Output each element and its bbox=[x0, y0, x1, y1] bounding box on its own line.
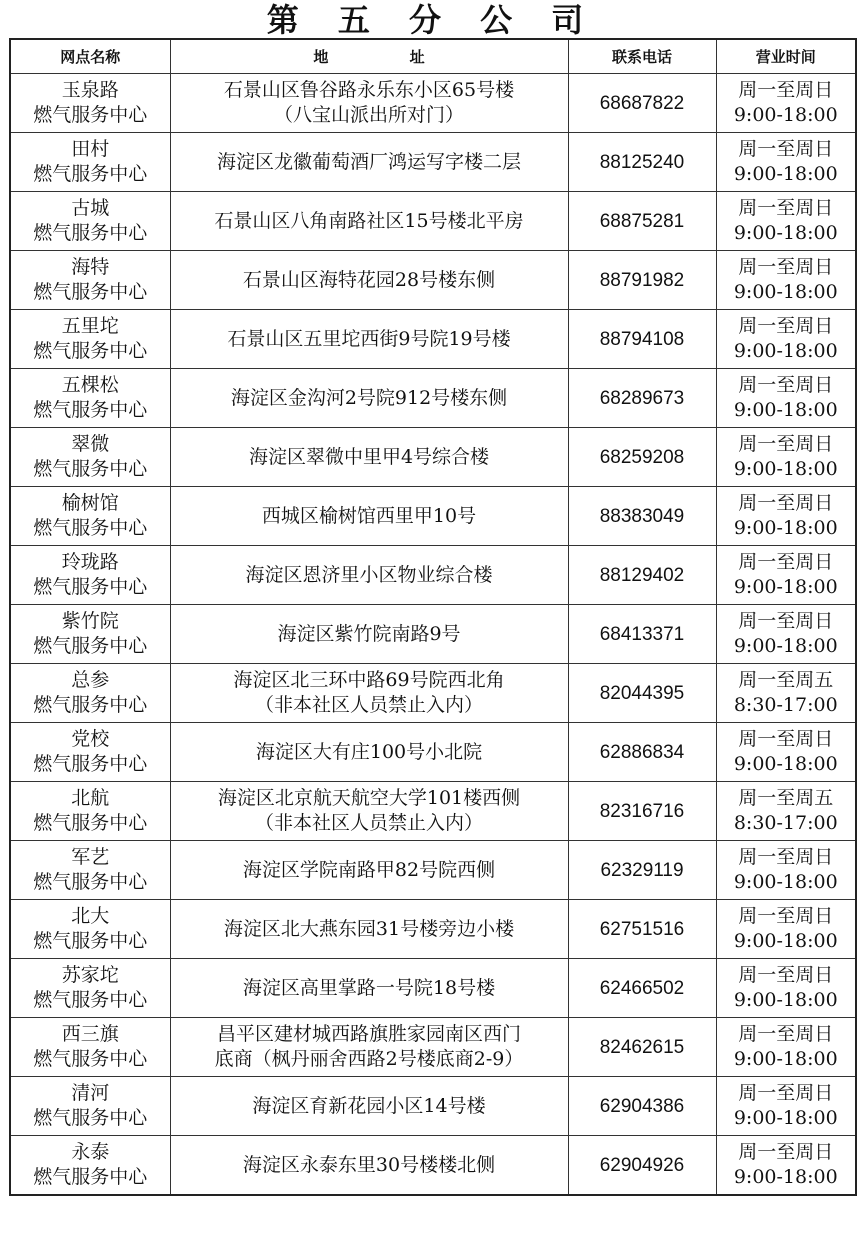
table-row bbox=[10, 428, 856, 487]
outlet-hours bbox=[716, 900, 856, 959]
table-row bbox=[10, 1136, 856, 1196]
outlet-address-line: 海淀区育新花园小区14号楼 bbox=[252, 1094, 486, 1117]
outlet-name-line: 燃气服务中心 bbox=[33, 989, 148, 1011]
outlet-address-line: 石景山区鲁谷路永乐东小区65号楼 bbox=[223, 79, 515, 101]
outlet-name bbox=[10, 664, 170, 723]
table-row bbox=[10, 487, 856, 546]
outlet-name-line: 翠微 bbox=[71, 433, 110, 455]
outlet-name-line: 清河 bbox=[71, 1082, 110, 1104]
outlet-name-line: 燃气服务中心 bbox=[33, 753, 148, 775]
outlet-hours-line: 9:00-18:00 bbox=[733, 930, 838, 952]
outlet-name-line: 燃气服务中心 bbox=[33, 458, 148, 480]
outlet-address bbox=[170, 74, 568, 133]
table-header-row bbox=[10, 39, 856, 74]
header-address: 地 址 bbox=[170, 39, 568, 74]
outlet-name-line: 燃气服务中心 bbox=[33, 281, 148, 303]
outlet-name-line: 五里坨 bbox=[61, 315, 119, 337]
outlet-name bbox=[10, 841, 170, 900]
outlet-address-line: 海淀区北三环中路69号院西北角 bbox=[233, 669, 505, 691]
outlet-hours bbox=[716, 1077, 856, 1136]
outlet-hours-line: 9:00-18:00 bbox=[733, 989, 838, 1011]
outlet-hours-line: 9:00-18:00 bbox=[733, 340, 838, 362]
outlet-hours-line: 周一至周五 bbox=[738, 787, 834, 809]
outlet-hours bbox=[716, 782, 856, 841]
outlet-name-line: 燃气服务中心 bbox=[33, 1048, 148, 1070]
outlet-hours bbox=[716, 251, 856, 310]
outlet-phone: 68259208 bbox=[568, 428, 716, 487]
outlet-address bbox=[170, 959, 568, 1018]
header-phone: 联系电话 bbox=[568, 39, 716, 74]
outlet-hours-line: 9:00-18:00 bbox=[733, 281, 838, 303]
table-row bbox=[10, 841, 856, 900]
outlet-address-line: 石景山区五里坨西街9号院19号楼 bbox=[227, 327, 511, 350]
outlet-hours bbox=[716, 723, 856, 782]
outlet-phone: 88794108 bbox=[568, 310, 716, 369]
outlet-name-line: 榆树馆 bbox=[61, 492, 119, 514]
outlet-address-line: 海淀区北京航天航空大学101楼西侧 bbox=[217, 787, 521, 809]
outlet-phone: 88129402 bbox=[568, 546, 716, 605]
outlet-name-line: 北大 bbox=[71, 905, 110, 927]
outlet-name bbox=[10, 251, 170, 310]
outlet-address bbox=[170, 192, 568, 251]
outlet-hours bbox=[716, 959, 856, 1018]
outlet-name-line: 军艺 bbox=[71, 846, 110, 868]
outlet-name-line: 燃气服务中心 bbox=[33, 930, 148, 952]
outlet-name-line: 苏家坨 bbox=[61, 964, 119, 986]
header-outlet-name: 网点名称 bbox=[10, 39, 170, 74]
outlet-phone: 62466502 bbox=[568, 959, 716, 1018]
outlet-hours-line: 周一至周日 bbox=[738, 846, 834, 868]
outlet-hours-line: 周一至周日 bbox=[738, 374, 834, 396]
outlet-name bbox=[10, 428, 170, 487]
outlet-phone: 82462615 bbox=[568, 1018, 716, 1077]
outlet-name-line: 燃气服务中心 bbox=[33, 517, 148, 539]
outlet-address-line: 石景山区八角南路社区15号楼北平房 bbox=[214, 209, 524, 232]
outlet-phone: 68687822 bbox=[568, 74, 716, 133]
outlet-phone: 62886834 bbox=[568, 723, 716, 782]
outlet-hours-line: 9:00-18:00 bbox=[733, 871, 838, 893]
page-title: 第 五 分 公 司 bbox=[266, 1, 598, 39]
outlet-hours bbox=[716, 1018, 856, 1077]
outlet-hours-line: 9:00-18:00 bbox=[733, 458, 838, 480]
outlet-name-line: 田村 bbox=[71, 138, 110, 160]
outlet-name-line: 燃气服务中心 bbox=[33, 399, 148, 421]
outlet-name-line: 燃气服务中心 bbox=[33, 104, 148, 126]
outlet-name-line: 燃气服务中心 bbox=[33, 635, 148, 657]
outlet-name bbox=[10, 605, 170, 664]
outlet-name-line: 燃气服务中心 bbox=[33, 222, 148, 244]
table-row bbox=[10, 664, 856, 723]
outlet-hours-line: 周一至周日 bbox=[738, 79, 834, 101]
outlet-hours-line: 周一至周日 bbox=[738, 1141, 834, 1163]
outlet-name bbox=[10, 900, 170, 959]
outlet-hours-line: 9:00-18:00 bbox=[733, 399, 838, 421]
outlet-address bbox=[170, 251, 568, 310]
outlet-name bbox=[10, 369, 170, 428]
outlet-address bbox=[170, 1136, 568, 1196]
table-row bbox=[10, 1077, 856, 1136]
outlet-address bbox=[170, 546, 568, 605]
outlet-name bbox=[10, 487, 170, 546]
outlet-hours-line: 9:00-18:00 bbox=[733, 222, 838, 244]
outlet-hours-line: 8:30-17:00 bbox=[733, 812, 838, 834]
outlet-name-line: 燃气服务中心 bbox=[33, 871, 148, 893]
outlet-hours-line: 周一至周日 bbox=[738, 138, 834, 160]
table-row bbox=[10, 782, 856, 841]
outlet-address bbox=[170, 1077, 568, 1136]
table-row bbox=[10, 310, 856, 369]
outlet-phone: 62904386 bbox=[568, 1077, 716, 1136]
outlet-address-line: 海淀区学院南路甲82号院西侧 bbox=[242, 858, 496, 881]
table-row bbox=[10, 251, 856, 310]
outlet-address bbox=[170, 428, 568, 487]
outlet-hours-line: 周一至周日 bbox=[738, 905, 834, 927]
outlet-name-line: 燃气服务中心 bbox=[33, 694, 148, 716]
outlet-name-line: 燃气服务中心 bbox=[33, 1166, 148, 1188]
outlet-name-line: 燃气服务中心 bbox=[33, 576, 148, 598]
outlet-address-line: （八宝山派出所对门） bbox=[273, 104, 464, 126]
table-row bbox=[10, 74, 856, 133]
outlet-name-line: 玉泉路 bbox=[61, 79, 119, 101]
table-row bbox=[10, 605, 856, 664]
outlet-phone: 68875281 bbox=[568, 192, 716, 251]
outlet-hours bbox=[716, 133, 856, 192]
outlet-address-line: 西城区榆树馆西里甲10号 bbox=[261, 504, 477, 527]
table-row bbox=[10, 369, 856, 428]
outlet-name bbox=[10, 782, 170, 841]
outlet-address-line: （非本社区人员禁止入内） bbox=[254, 812, 483, 834]
outlet-hours-line: 9:00-18:00 bbox=[733, 753, 838, 775]
outlet-phone: 62751516 bbox=[568, 900, 716, 959]
outlet-name-line: 海特 bbox=[71, 256, 110, 278]
outlet-hours-line: 8:30-17:00 bbox=[733, 694, 838, 716]
outlet-name bbox=[10, 1077, 170, 1136]
outlet-hours bbox=[716, 605, 856, 664]
outlet-address bbox=[170, 900, 568, 959]
outlet-hours-line: 周一至周日 bbox=[738, 433, 834, 455]
outlet-name-line: 紫竹院 bbox=[61, 610, 119, 632]
table-row bbox=[10, 900, 856, 959]
outlet-address bbox=[170, 723, 568, 782]
service-center-table bbox=[9, 38, 857, 1196]
outlet-hours bbox=[716, 546, 856, 605]
outlet-address bbox=[170, 664, 568, 723]
outlet-name-line: 总参 bbox=[71, 669, 110, 691]
outlet-name-line: 北航 bbox=[71, 787, 110, 809]
table-row bbox=[10, 959, 856, 1018]
outlet-hours-line: 9:00-18:00 bbox=[733, 576, 838, 598]
outlet-address-line: 海淀区金沟河2号院912号楼东侧 bbox=[230, 386, 508, 409]
outlet-phone: 68289673 bbox=[568, 369, 716, 428]
outlet-name-line: 玲珑路 bbox=[61, 551, 119, 573]
outlet-address-line: 底商（枫丹丽舍西路2号楼底商2-9） bbox=[214, 1048, 524, 1070]
outlet-name-line: 五棵松 bbox=[61, 374, 119, 396]
outlet-address-line: 海淀区大有庄100号小北院 bbox=[255, 740, 483, 763]
outlet-address-line: 海淀区龙徽葡萄酒厂鸿运写字楼二层 bbox=[216, 150, 521, 173]
outlet-address-line: 海淀区紫竹院南路9号 bbox=[277, 622, 461, 645]
outlet-hours-line: 周一至周日 bbox=[738, 315, 834, 337]
outlet-phone: 88791982 bbox=[568, 251, 716, 310]
outlet-address bbox=[170, 487, 568, 546]
outlet-name bbox=[10, 133, 170, 192]
outlet-hours-line: 9:00-18:00 bbox=[733, 104, 838, 126]
table-row bbox=[10, 546, 856, 605]
outlet-name-line: 永泰 bbox=[71, 1141, 110, 1163]
outlet-hours-line: 9:00-18:00 bbox=[733, 1107, 838, 1129]
outlet-name-line: 燃气服务中心 bbox=[33, 1107, 148, 1129]
outlet-hours bbox=[716, 428, 856, 487]
outlet-phone: 62329119 bbox=[568, 841, 716, 900]
outlet-name-line: 燃气服务中心 bbox=[33, 163, 148, 185]
table-row bbox=[10, 1018, 856, 1077]
outlet-name bbox=[10, 959, 170, 1018]
outlet-name bbox=[10, 546, 170, 605]
outlet-hours bbox=[716, 1136, 856, 1196]
outlet-hours-line: 9:00-18:00 bbox=[733, 635, 838, 657]
outlet-hours-line: 9:00-18:00 bbox=[733, 1048, 838, 1070]
outlet-name bbox=[10, 1136, 170, 1196]
outlet-address-line: 海淀区永泰东里30号楼楼北侧 bbox=[242, 1153, 496, 1176]
outlet-address bbox=[170, 369, 568, 428]
outlet-hours-line: 9:00-18:00 bbox=[733, 1166, 838, 1188]
outlet-hours-line: 周一至周日 bbox=[738, 964, 834, 986]
outlet-address bbox=[170, 605, 568, 664]
outlet-address-line: 海淀区高里掌路一号院18号楼 bbox=[242, 976, 496, 999]
outlet-address-line: 海淀区北大燕东园31号楼旁边小楼 bbox=[223, 917, 515, 940]
outlet-address-line: 海淀区恩济里小区物业综合楼 bbox=[245, 563, 493, 586]
outlet-hours-line: 周一至周日 bbox=[738, 610, 834, 632]
outlet-hours bbox=[716, 487, 856, 546]
outlet-phone: 88125240 bbox=[568, 133, 716, 192]
outlet-address bbox=[170, 310, 568, 369]
outlet-name-line: 燃气服务中心 bbox=[33, 812, 148, 834]
outlet-address-line: 海淀区翠微中里甲4号综合楼 bbox=[248, 445, 490, 468]
outlet-hours-line: 周一至周日 bbox=[738, 1082, 834, 1104]
outlet-name bbox=[10, 310, 170, 369]
outlet-hours-line: 周一至周日 bbox=[738, 256, 834, 278]
outlet-phone: 68413371 bbox=[568, 605, 716, 664]
outlet-address-line: （非本社区人员禁止入内） bbox=[254, 694, 483, 716]
outlet-hours-line: 9:00-18:00 bbox=[733, 163, 838, 185]
outlet-name-line: 党校 bbox=[71, 728, 110, 750]
outlet-hours-line: 周一至周日 bbox=[738, 551, 834, 573]
outlet-phone: 62904926 bbox=[568, 1136, 716, 1196]
table-row bbox=[10, 133, 856, 192]
outlet-address bbox=[170, 1018, 568, 1077]
outlet-hours bbox=[716, 74, 856, 133]
outlet-name bbox=[10, 192, 170, 251]
outlet-hours bbox=[716, 664, 856, 723]
header-business-hours: 营业时间 bbox=[716, 39, 856, 74]
outlet-address bbox=[170, 782, 568, 841]
outlet-hours-line: 周一至周日 bbox=[738, 492, 834, 514]
outlet-address-line: 昌平区建材城西路旗胜家园南区西门 bbox=[216, 1023, 521, 1045]
table-row bbox=[10, 192, 856, 251]
outlet-address bbox=[170, 841, 568, 900]
outlet-name bbox=[10, 723, 170, 782]
outlet-hours bbox=[716, 369, 856, 428]
outlet-name-line: 西三旗 bbox=[61, 1023, 119, 1045]
table-row bbox=[10, 723, 856, 782]
outlet-address bbox=[170, 133, 568, 192]
outlet-name-line: 古城 bbox=[71, 197, 110, 219]
outlet-hours-line: 9:00-18:00 bbox=[733, 517, 838, 539]
outlet-name-line: 燃气服务中心 bbox=[33, 340, 148, 362]
outlet-address-line: 石景山区海特花园28号楼东侧 bbox=[242, 268, 496, 291]
outlet-hours-line: 周一至周日 bbox=[738, 197, 834, 219]
outlet-name bbox=[10, 74, 170, 133]
outlet-phone: 82044395 bbox=[568, 664, 716, 723]
outlet-hours-line: 周一至周日 bbox=[738, 1023, 834, 1045]
outlet-name bbox=[10, 1018, 170, 1077]
outlet-phone: 82316716 bbox=[568, 782, 716, 841]
outlet-hours bbox=[716, 310, 856, 369]
outlet-hours-line: 周一至周日 bbox=[738, 728, 834, 750]
outlet-hours-line: 周一至周五 bbox=[738, 669, 834, 691]
outlet-phone: 88383049 bbox=[568, 487, 716, 546]
table-body bbox=[10, 74, 856, 1196]
outlet-hours bbox=[716, 192, 856, 251]
outlet-hours bbox=[716, 841, 856, 900]
